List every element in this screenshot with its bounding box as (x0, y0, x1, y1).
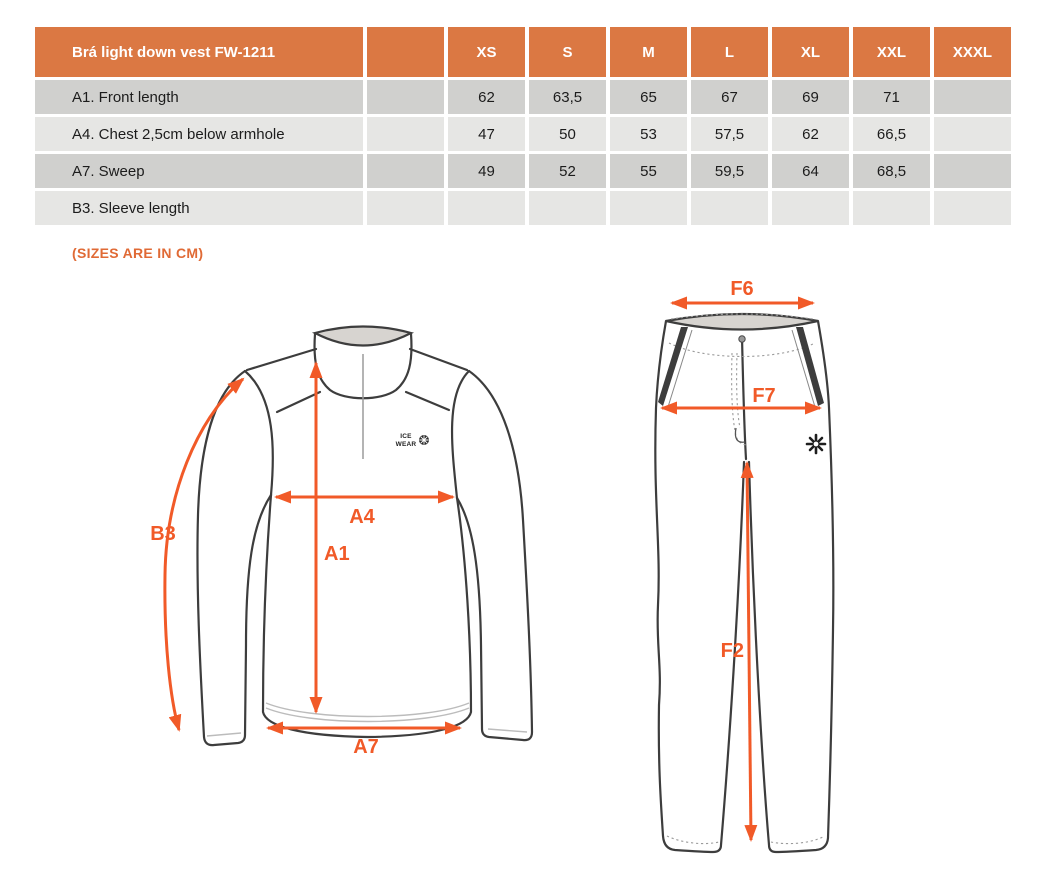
size-header-m: M (610, 27, 687, 77)
value-cell: 64 (772, 154, 849, 188)
size-header-xxl: XXL (853, 27, 930, 77)
collar-opening (315, 327, 411, 346)
sizes-unit-note: (SIZES ARE IN CM) (72, 245, 204, 261)
a7-label: A7 (353, 736, 379, 758)
svg-text:WEAR: WEAR (395, 441, 417, 448)
value-cell (529, 191, 606, 225)
pants-outline (655, 314, 833, 852)
value-cell (934, 191, 1011, 225)
icewear-logo (396, 433, 429, 448)
svg-text:ICE: ICE (400, 433, 412, 440)
product-title: Brá light down vest FW-1211 (35, 27, 363, 77)
value-cell: 65 (610, 80, 687, 114)
value-cell: 66,5 (853, 117, 930, 151)
spacer-cell (367, 191, 444, 225)
value-cell: 62 (448, 80, 525, 114)
value-cell (448, 191, 525, 225)
waist-button (739, 336, 745, 342)
gear-icon (419, 435, 429, 445)
f7-label: F7 (752, 385, 776, 407)
size-header-l: L (691, 27, 768, 77)
value-cell: 47 (448, 117, 525, 151)
f6-label: F6 (730, 278, 754, 300)
size-header-xxxl: XXXL (934, 27, 1011, 77)
pullover-outline (197, 327, 532, 746)
value-cell: 69 (772, 80, 849, 114)
right-pocket (796, 327, 824, 406)
value-cell (691, 191, 768, 225)
size-header-xs: XS (448, 27, 525, 77)
value-cell: 62 (772, 117, 849, 151)
value-cell (853, 191, 930, 225)
spacer-cell (367, 117, 444, 151)
value-cell (934, 117, 1011, 151)
value-cell: 50 (529, 117, 606, 151)
value-cell (934, 154, 1011, 188)
value-cell (934, 80, 1011, 114)
a4-label: A4 (349, 506, 375, 528)
value-cell: 67 (691, 80, 768, 114)
waistband (666, 314, 818, 330)
size-header-xl: XL (772, 27, 849, 77)
value-cell: 71 (853, 80, 930, 114)
value-cell: 55 (610, 154, 687, 188)
value-cell (610, 191, 687, 225)
spacer-cell (367, 80, 444, 114)
pullover-measurement-diagram (130, 270, 610, 790)
row-label-front-length: A1. Front length (35, 80, 363, 114)
size-header-s: S (529, 27, 606, 77)
value-cell: 57,5 (691, 117, 768, 151)
header-spacer-cell (367, 27, 444, 77)
value-cell: 63,5 (529, 80, 606, 114)
value-cell: 59,5 (691, 154, 768, 188)
value-cell: 49 (448, 154, 525, 188)
row-label-sweep: A7. Sweep (35, 154, 363, 188)
spacer-cell (367, 154, 444, 188)
size-chart-table (35, 27, 1011, 225)
row-label-chest: A4. Chest 2,5cm below armhole (35, 117, 363, 151)
a1-label: A1 (324, 543, 350, 565)
snowflake-icon (807, 435, 825, 453)
pants-measurement-diagram (625, 270, 865, 875)
value-cell: 68,5 (853, 154, 930, 188)
b3-sleeve-arrow (165, 379, 243, 730)
f2-label: F2 (720, 640, 744, 662)
b3-label: B3 (150, 523, 176, 545)
value-cell: 52 (529, 154, 606, 188)
value-cell (772, 191, 849, 225)
row-label-sleeve-length: B3. Sleeve length (35, 191, 363, 225)
value-cell: 53 (610, 117, 687, 151)
